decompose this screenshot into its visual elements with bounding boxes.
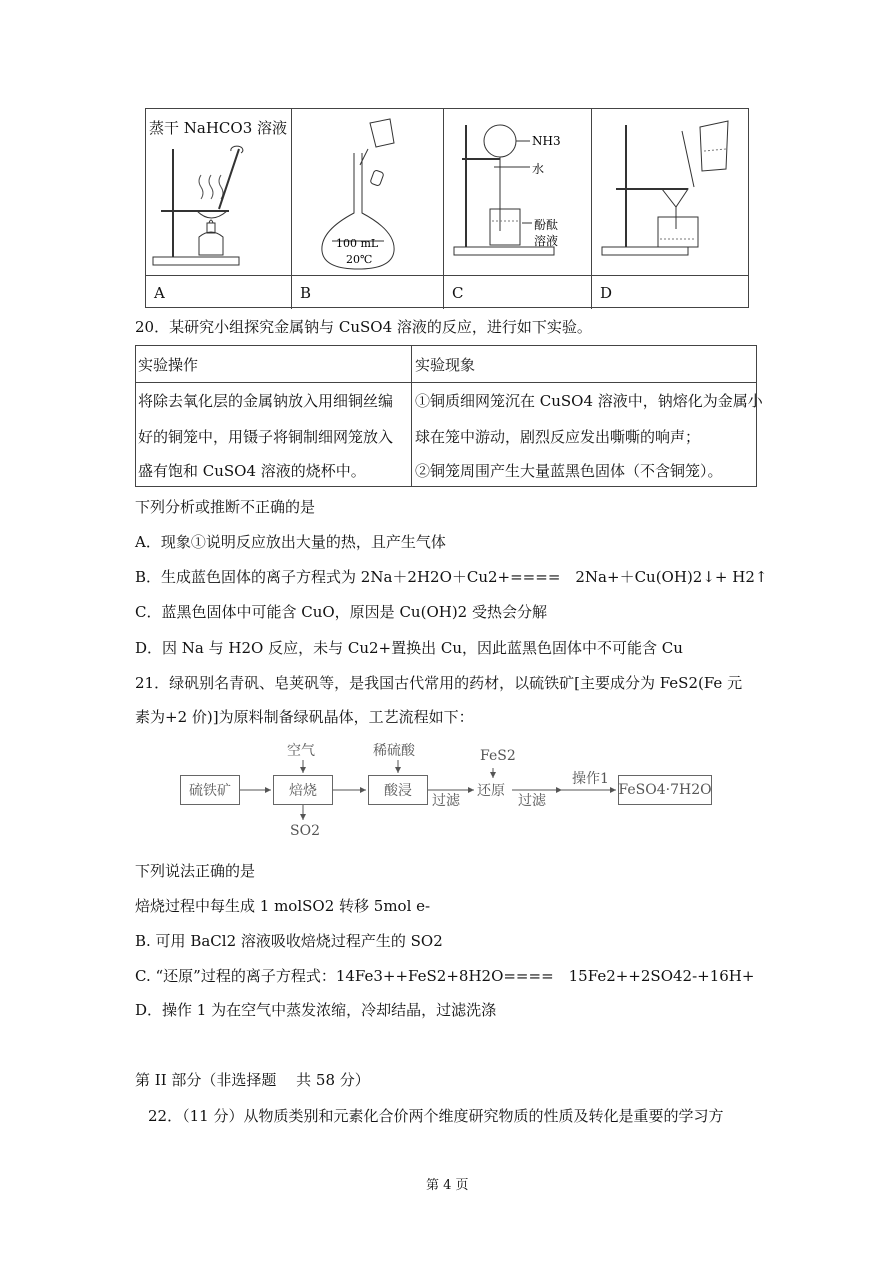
q20-option-d: D．因 Na 与 H2O 反应，未与 Cu2+置换出 Cu，因此蓝黑色固体中不可能含 Cu [135, 639, 683, 657]
volumetric-flask-icon [292, 113, 442, 273]
q20-option-a: A．现象①说明反应放出大量的热，且产生气体 [135, 533, 446, 551]
flask-volume-label: 100 mL [336, 237, 379, 250]
c-gas-label: NH3 [532, 134, 561, 148]
part-two-heading: 第 II 部分（非选择题 共 58 分） [135, 1071, 370, 1089]
flow-label-fes2: FeS2 [480, 748, 516, 764]
q21-option-a: 焙烧过程中每生成 1 molSO2 转移 5mol e- [135, 897, 431, 915]
flow-label-air: 空气 [287, 743, 315, 759]
apparatus-cell-c [444, 109, 592, 309]
apparatus-cell-a [146, 109, 292, 309]
apparatus-row-divider [146, 275, 748, 276]
experiment-table [135, 345, 763, 487]
operation-line-1: 将除去氧化层的金属钠放入用细铜丝编 [138, 392, 394, 410]
filtration-apparatus-icon [592, 111, 748, 273]
q21-option-c: C. “还原”过程的离子方程式：14Fe3++FeS2+8H2O==== 15Fe2++2SO42-+16H+ [135, 967, 755, 985]
table-header-divider [136, 382, 756, 383]
q20-stem: 20．某研究小组探究金属钠与 CuSO4 溶液的反应，进行如下实验。 [135, 318, 592, 336]
table-header-phenomenon: 实验现象 [415, 356, 476, 374]
table-vertical-divider [411, 346, 412, 486]
c-water-label: 水 [532, 162, 545, 176]
flow-box-product: FeSO4·7H2O [618, 775, 712, 805]
phenomenon-line-2: 球在笼中游动，剧烈反应发出嘶嘶的响声； [415, 428, 701, 446]
phenomenon-line-1: ①铜质细网笼沉在 CuSO4 溶液中，钠熔化为金属小 [415, 392, 763, 410]
phenomenon-line-3: ②铜笼周围产生大量蓝黑色固体（不含铜笼）。 [415, 462, 723, 480]
page-number: 第 4 页 [426, 1178, 469, 1193]
apparatus-label-a: A [154, 284, 165, 302]
apparatus-cell-b [292, 109, 444, 309]
flow-label-acid: 稀硫酸 [373, 743, 415, 759]
fountain-apparatus-icon [444, 111, 592, 273]
c-solution-label-1: 酚酞 [534, 218, 559, 232]
flask-temp-label: 20℃ [346, 253, 373, 266]
q20-option-c: C．蓝黑色固体中可能含 CuO，原因是 Cu(OH)2 受热会分解 [135, 603, 547, 621]
q21-prompt: 下列说法正确的是 [135, 862, 256, 880]
apparatus-label-b: B [300, 284, 312, 302]
flow-label-op1: 操作1 [572, 771, 609, 787]
apparatus-label-d: D [600, 284, 613, 302]
evaporation-apparatus-icon [149, 139, 289, 279]
apparatus-cell-d [592, 109, 750, 309]
flow-label-filter-2: 过滤 [518, 793, 546, 809]
q20-option-b: B．生成蓝色固体的离子方程式为 2Na＋2H2O＋Cu2+==== 2Na+＋Cu(OH)2↓+ H2↑ [135, 568, 768, 586]
operation-line-3: 盛有饱和 CuSO4 溶液的烧杯中。 [138, 462, 366, 480]
q22-stem: 22．（11 分）从物质类别和元素化合价两个维度研究物质的性质及转化是重要的学习方 [148, 1107, 724, 1125]
apparatus-a-caption: 蒸干 NaHCO3 溶液 [149, 119, 288, 137]
flow-box-ore: 硫铁矿 [180, 775, 240, 805]
flow-label-filter-1: 过滤 [432, 793, 460, 809]
q21-stem-line-1: 21．绿矾别名青矾、皂荚矾等，是我国古代常用的药材，以硫铁矿[主要成分为 FeS2(Fe 元 [135, 674, 743, 692]
q20-prompt: 下列分析或推断不正确的是 [135, 498, 316, 516]
c-solution-label-2: 溶液 [534, 234, 559, 248]
table-header-operation: 实验操作 [138, 356, 199, 374]
flow-arrows [0, 750, 893, 850]
flow-label-reduce: 还原 [477, 783, 505, 799]
q21-stem-line-2: 素为+2 价)]为原料制备绿矾晶体，工艺流程如下： [135, 708, 474, 726]
operation-line-2: 好的铜笼中，用镊子将铜制细网笼放入 [138, 428, 394, 446]
q21-option-b: B. 可用 BaCl2 溶液吸收焙烧过程产生的 SO2 [135, 932, 443, 950]
flow-label-so2: SO2 [290, 823, 320, 839]
flow-box-leach: 酸浸 [368, 775, 428, 805]
flow-box-roast: 焙烧 [273, 775, 333, 805]
q21-option-d: D．操作 1 为在空气中蒸发浓缩，冷却结晶，过滤洗涤 [135, 1001, 497, 1019]
apparatus-label-c: C [452, 284, 464, 302]
apparatus-table [145, 108, 749, 308]
